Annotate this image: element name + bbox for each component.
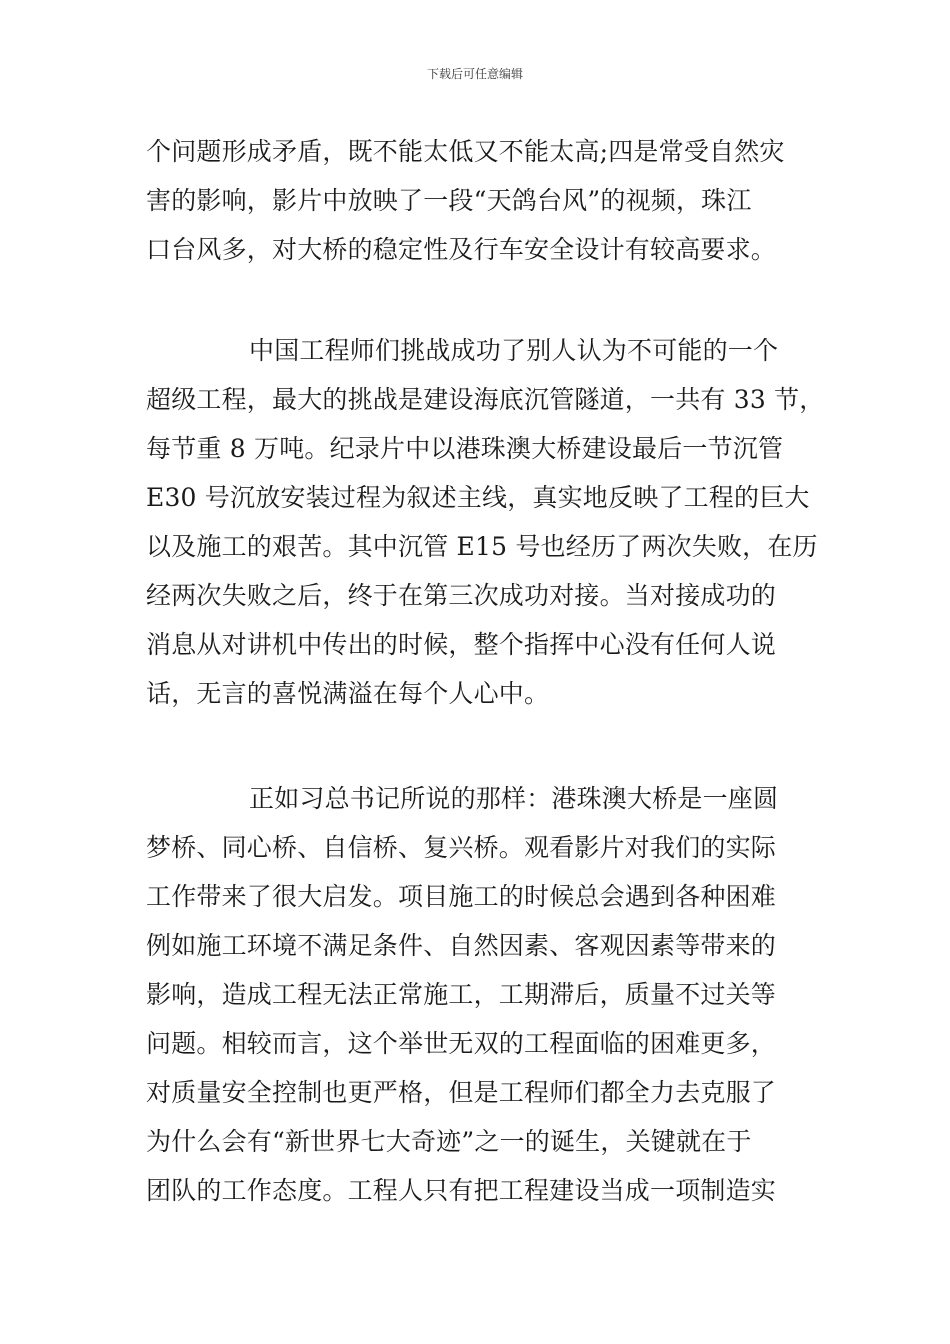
- text-line: 为什么会有“新世界七大奇迹”之一的诞生，关键就在于: [146, 1127, 752, 1156]
- text-line: 团队的工作态度。工程人只有把工程建设当成一项制造实: [146, 1176, 777, 1205]
- text-line: 口台风多，对大桥的稳定性及行车安全设计有较高要求。: [146, 235, 777, 264]
- text-line: 话，无言的喜悦满溢在每个人心中。: [146, 679, 550, 708]
- text-line-indented: 正如习总书记所说的那样：港珠澳大桥是一座圆: [249, 784, 779, 813]
- text-line: 每节重 8 万吨。纪录片中以港珠澳大桥建设最后一节沉管: [146, 434, 784, 463]
- text-line: 消息从对讲机中传出的时候，整个指挥中心没有任何人说: [146, 630, 777, 659]
- paragraph-3: [146, 774, 806, 1215]
- paragraph-2: [146, 326, 825, 718]
- text-line: 经两次失败之后，终于在第三次成功对接。当对接成功的: [146, 581, 777, 610]
- text-line: 以及施工的艰苦。其中沉管 E15 号也经历了两次失败，在历: [146, 532, 818, 561]
- text-line: 工作带来了很大启发。项目施工的时候总会遇到各种困难: [146, 882, 777, 911]
- text-line: 对质量安全控制也更严格，但是工程师们都全力去克服了: [146, 1078, 777, 1107]
- text-line: 害的影响，影片中放映了一段“天鸽台风”的视频，珠江: [146, 186, 752, 215]
- text-line: 超级工程，最大的挑战是建设海底沉管隧道，一共有 33 节，: [146, 385, 825, 414]
- text-line-indented: 中国工程师们挑战成功了别人认为不可能的一个: [249, 336, 779, 365]
- text-line: 梦桥、同心桥、自信桥、复兴桥。观看影片对我们的实际: [146, 833, 777, 862]
- paragraph-1: [146, 127, 806, 274]
- text-line: 例如施工环境不满足条件、自然因素、客观因素等带来的: [146, 931, 777, 960]
- text-line: 个问题形成矛盾，既不能太低又不能太高;四是常受自然灾: [146, 137, 785, 166]
- text-line: E30 号沉放安装过程为叙述主线，真实地反映了工程的巨大: [146, 483, 810, 512]
- text-line: 问题。相较而言，这个举世无双的工程面临的困难更多，: [146, 1029, 777, 1058]
- text-line: 影响，造成工程无法正常施工，工期滞后，质量不过关等: [146, 980, 777, 1009]
- page-header: 下载后可任意编辑: [426, 67, 523, 81]
